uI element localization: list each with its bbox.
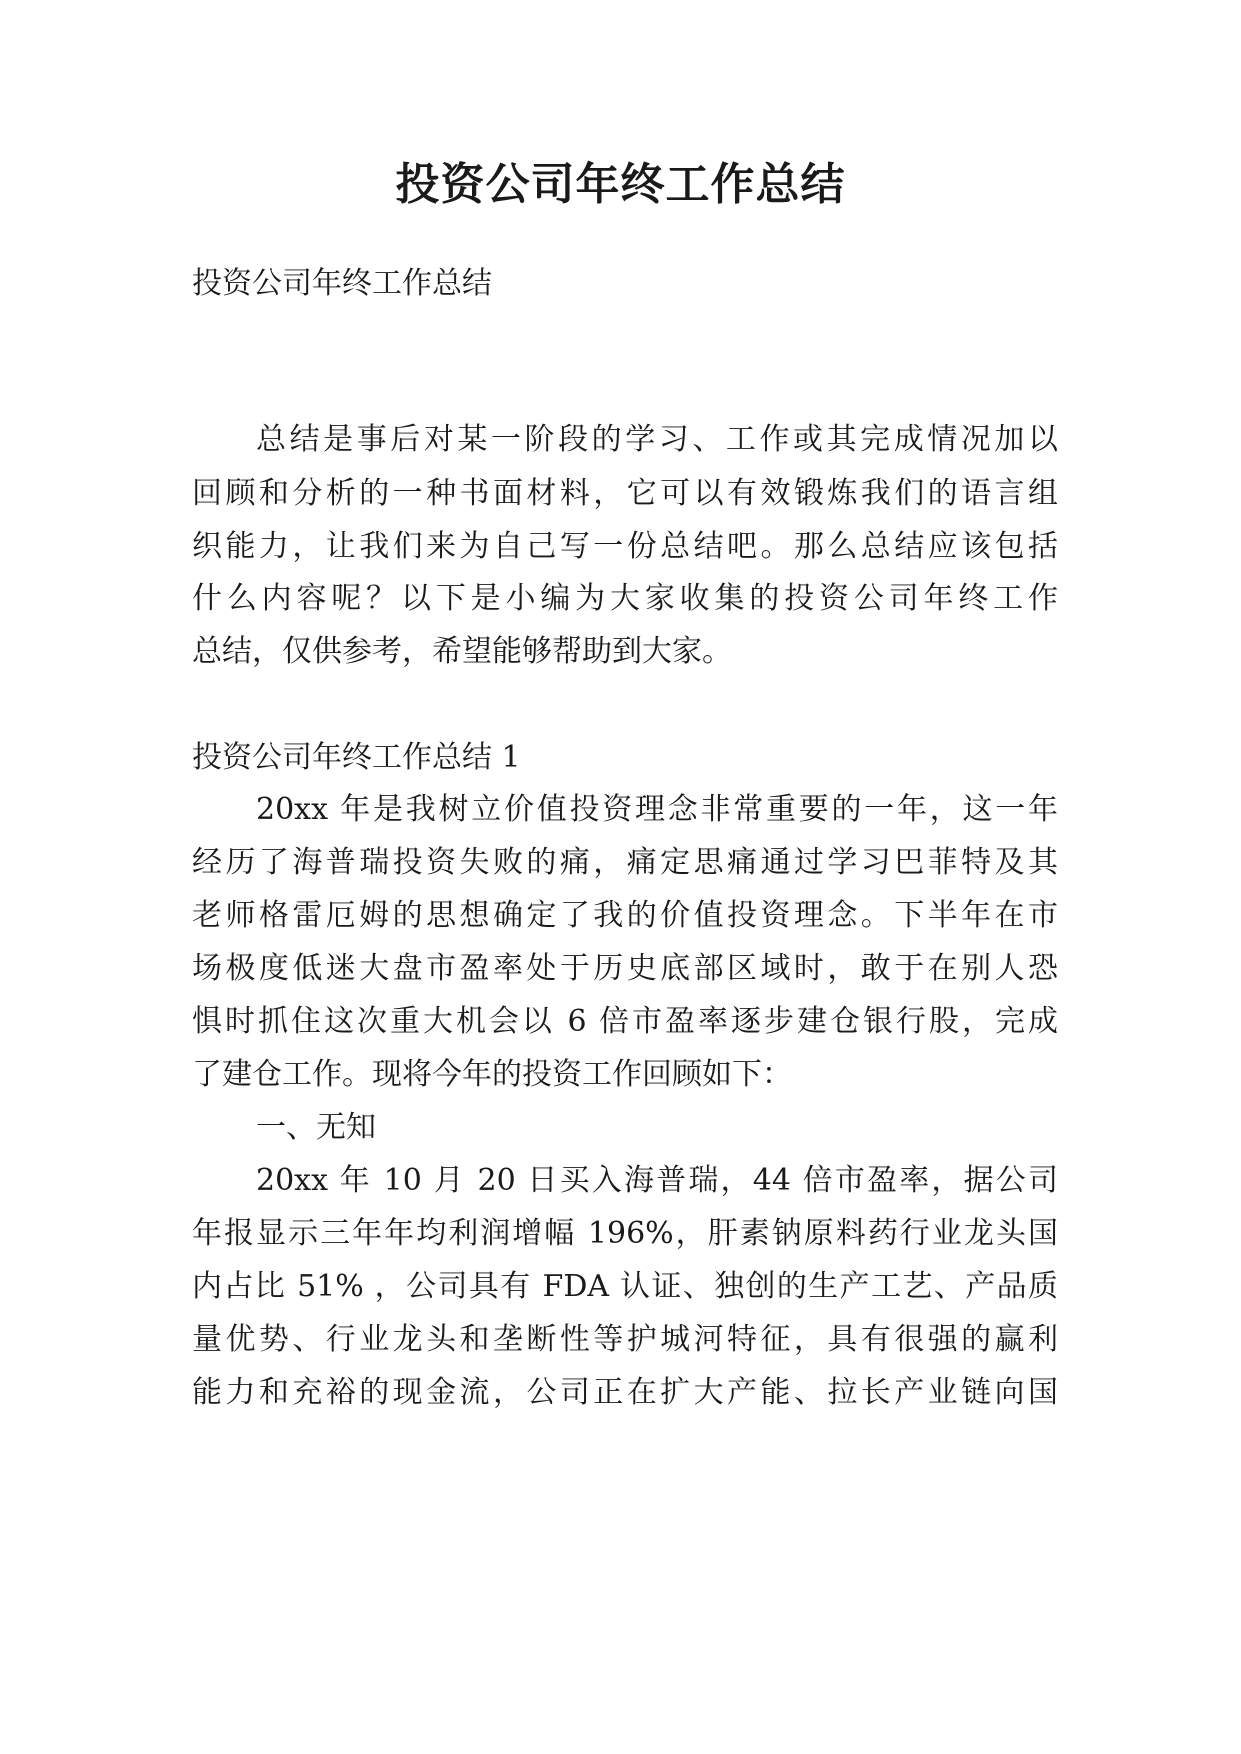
- subsection-line: 量优势、行业龙头和垄断性等护城河特征，具有很强的赢利: [192, 1322, 1058, 1357]
- document-subtitle: 投资公司年终工作总结: [192, 266, 492, 301]
- section-line: 场极度低迷大盘市盈率处于历史底部区域时，敢于在别人恐: [192, 951, 1058, 986]
- intro-line: 总结，仅供参考，希望能够帮助到大家。: [192, 634, 732, 669]
- section-line: 经历了海普瑞投资失败的痛，痛定思痛通过学习巴菲特及其: [192, 845, 1058, 880]
- section-heading: 投资公司年终工作总结 1: [192, 740, 521, 775]
- subsection-line: 内占比 51% ，公司具有 FDA 认证、独创的生产工艺、产品质: [192, 1269, 1058, 1304]
- intro-line: 总结是事后对某一阶段的学习、工作或其完成情况加以: [256, 422, 1058, 457]
- subsection-line: 能力和充裕的现金流，公司正在扩大产能、拉长产业链向国: [192, 1375, 1058, 1410]
- section-line: 惧时抓住这次重大机会以 6 倍市盈率逐步建仓银行股，完成: [192, 1004, 1058, 1039]
- intro-line: 回顾和分析的一种书面材料，它可以有效锻炼我们的语言组: [192, 476, 1058, 511]
- subsection-line: 年报显示三年年均利润增幅 196%，肝素钠原料药行业龙头国: [192, 1216, 1058, 1251]
- section-line: 了建仓工作。现将今年的投资工作回顾如下：: [192, 1057, 792, 1092]
- intro-line: 什么内容呢？以下是小编为大家收集的投资公司年终工作: [192, 581, 1058, 616]
- section-line: 老师格雷厄姆的思想确定了我的价值投资理念。下半年在市: [192, 898, 1058, 933]
- subsection-heading: 一、无知: [256, 1110, 376, 1145]
- section-line: 20xx 年是我树立价值投资理念非常重要的一年，这一年: [256, 792, 1058, 827]
- subsection-line: 20xx 年 10 月 20 日买入海普瑞，44 倍市盈率，据公司: [256, 1163, 1058, 1198]
- intro-line: 织能力，让我们来为自己写一份总结吧。那么总结应该包括: [192, 529, 1058, 564]
- document-title: 投资公司年终工作总结: [395, 159, 846, 210]
